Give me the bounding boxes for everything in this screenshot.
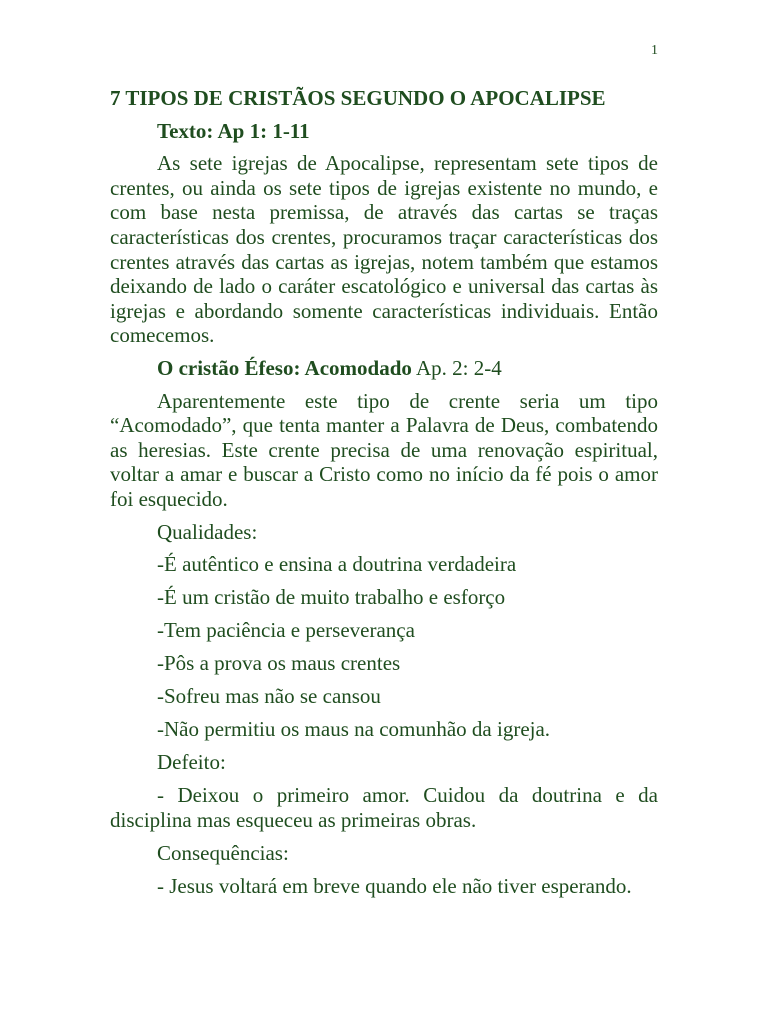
qualidade-item: -Não permitiu os maus na comunhão da igreja. [157, 717, 551, 742]
section-heading-reference: Ap. 2: 2-4 [411, 355, 502, 380]
document-body [110, 86, 658, 906]
defeito-text: - Deixou o primeiro amor. Cuidou da doutrina e da disciplina mas esqueceu as primeiras obras. [110, 783, 658, 832]
section-heading-title: O cristão Éfeso: Acomodado [157, 355, 412, 380]
qualidade-item: -Sofreu mas não se cansou [157, 684, 381, 709]
section-paragraph: Aparentemente este tipo de crente seria um tipo “Acomodado”, que tenta manter a Palavra de Deus, combatendo as heresias. Este crente precisa de uma renovação espiritual, voltar a amar e buscar a Cristo como no início da fé pois o amor foi esquecido. [110, 388, 658, 511]
defeito-label: Defeito: [157, 750, 226, 775]
texto-reference: Texto: Ap 1: 1-11 [157, 118, 310, 143]
consequencias-text: - Jesus voltará em breve quando ele não tiver esperando. [157, 873, 632, 898]
intro-paragraph: As sete igrejas de Apocalipse, representam sete tipos de crentes, ou ainda os sete tipos de igrejas existente no mundo, e com base nesta premissa, de através das cartas se traças características dos crentes, procuramos traçar características dos crentes através das cartas as igrejas, notem também que estamos deixando de lado o caráter escatológico e universal das cartas às igrejas e abordando somente características individuais. Então comecemos. [110, 151, 658, 348]
qualidade-item: -Tem paciência e perseverança [157, 618, 415, 643]
qualidade-item: -É autêntico e ensina a doutrina verdadeira [157, 552, 517, 577]
page-number: 1 [651, 43, 658, 58]
qualidade-item: -Pôs a prova os maus crentes [157, 651, 401, 676]
document-title: 7 TIPOS DE CRISTÃOS SEGUNDO O APOCALIPSE [110, 86, 606, 110]
consequencias-label: Consequências: [157, 840, 289, 865]
qualidade-item: -É um cristão de muito trabalho e esforço [157, 585, 506, 610]
qualidades-label: Qualidades: [157, 519, 258, 544]
section-heading [110, 356, 658, 381]
